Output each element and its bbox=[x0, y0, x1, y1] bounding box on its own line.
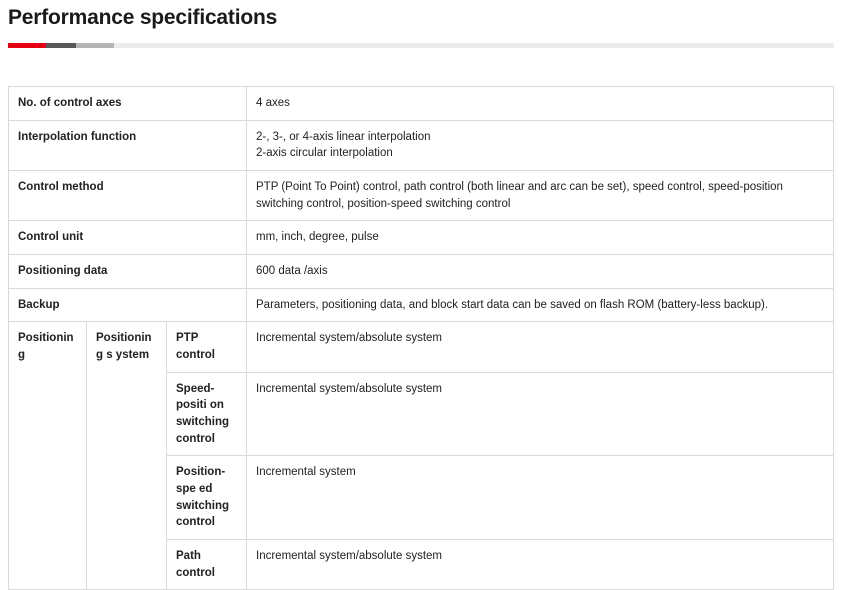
page-title: Performance specifications bbox=[8, 6, 278, 29]
table-row bbox=[9, 255, 834, 289]
sub-row-label-position-speed-switching-control: Position-spe ed switching control bbox=[167, 456, 247, 540]
table-row bbox=[9, 288, 834, 322]
row-label-positioning-system: Positioning s ystem bbox=[87, 322, 167, 590]
value-line: 2-, 3-, or 4-axis linear interpolation bbox=[256, 130, 431, 143]
table-row bbox=[9, 120, 834, 170]
row-value-positioning-data: 600 data /axis bbox=[247, 255, 834, 289]
rule-segment-red bbox=[8, 43, 46, 48]
rule-segment-dark bbox=[46, 43, 76, 48]
sub-row-value-position-speed-switching-control: Incremental system bbox=[247, 456, 834, 540]
row-label-backup: Backup bbox=[9, 288, 247, 322]
row-value-control-method: PTP (Point To Point) control, path control (both linear and arc can be set), speed control, speed-position switching control, position-speed switching control bbox=[247, 171, 834, 221]
row-label-control-unit: Control unit bbox=[9, 221, 247, 255]
table-row bbox=[9, 322, 834, 372]
performance-specifications-table bbox=[8, 86, 834, 590]
row-value-control-axes: 4 axes bbox=[247, 87, 834, 121]
document-page bbox=[0, 6, 842, 579]
sub-row-label-path-control: Path control bbox=[167, 540, 247, 590]
sub-row-label-speed-position-switching-control: Speed-positi on switching control bbox=[167, 372, 247, 456]
sub-row-label-ptp-control: PTP control bbox=[167, 322, 247, 372]
sub-row-value-speed-position-switching-control: Incremental system/absolute system bbox=[247, 372, 834, 456]
row-label-positioning-data: Positioning data bbox=[9, 255, 247, 289]
title-underline-rule bbox=[8, 43, 834, 48]
table-row bbox=[9, 171, 834, 221]
row-label-interpolation-function: Interpolation function bbox=[9, 120, 247, 170]
table-row bbox=[9, 87, 834, 121]
row-label-positioning: Positioning bbox=[9, 322, 87, 590]
value-line: 2-axis circular interpolation bbox=[256, 147, 393, 160]
table-row bbox=[9, 221, 834, 255]
row-value-control-unit: mm, inch, degree, pulse bbox=[247, 221, 834, 255]
sub-row-value-ptp-control: Incremental system/absolute system bbox=[247, 322, 834, 372]
row-label-control-axes: No. of control axes bbox=[9, 87, 247, 121]
row-value-interpolation-function bbox=[247, 120, 834, 170]
rule-segment-grey bbox=[76, 43, 114, 48]
row-value-backup: Parameters, positioning data, and block start data can be saved on flash ROM (battery-less backup). bbox=[247, 288, 834, 322]
sub-row-value-path-control: Incremental system/absolute system bbox=[247, 540, 834, 590]
row-label-control-method: Control method bbox=[9, 171, 247, 221]
